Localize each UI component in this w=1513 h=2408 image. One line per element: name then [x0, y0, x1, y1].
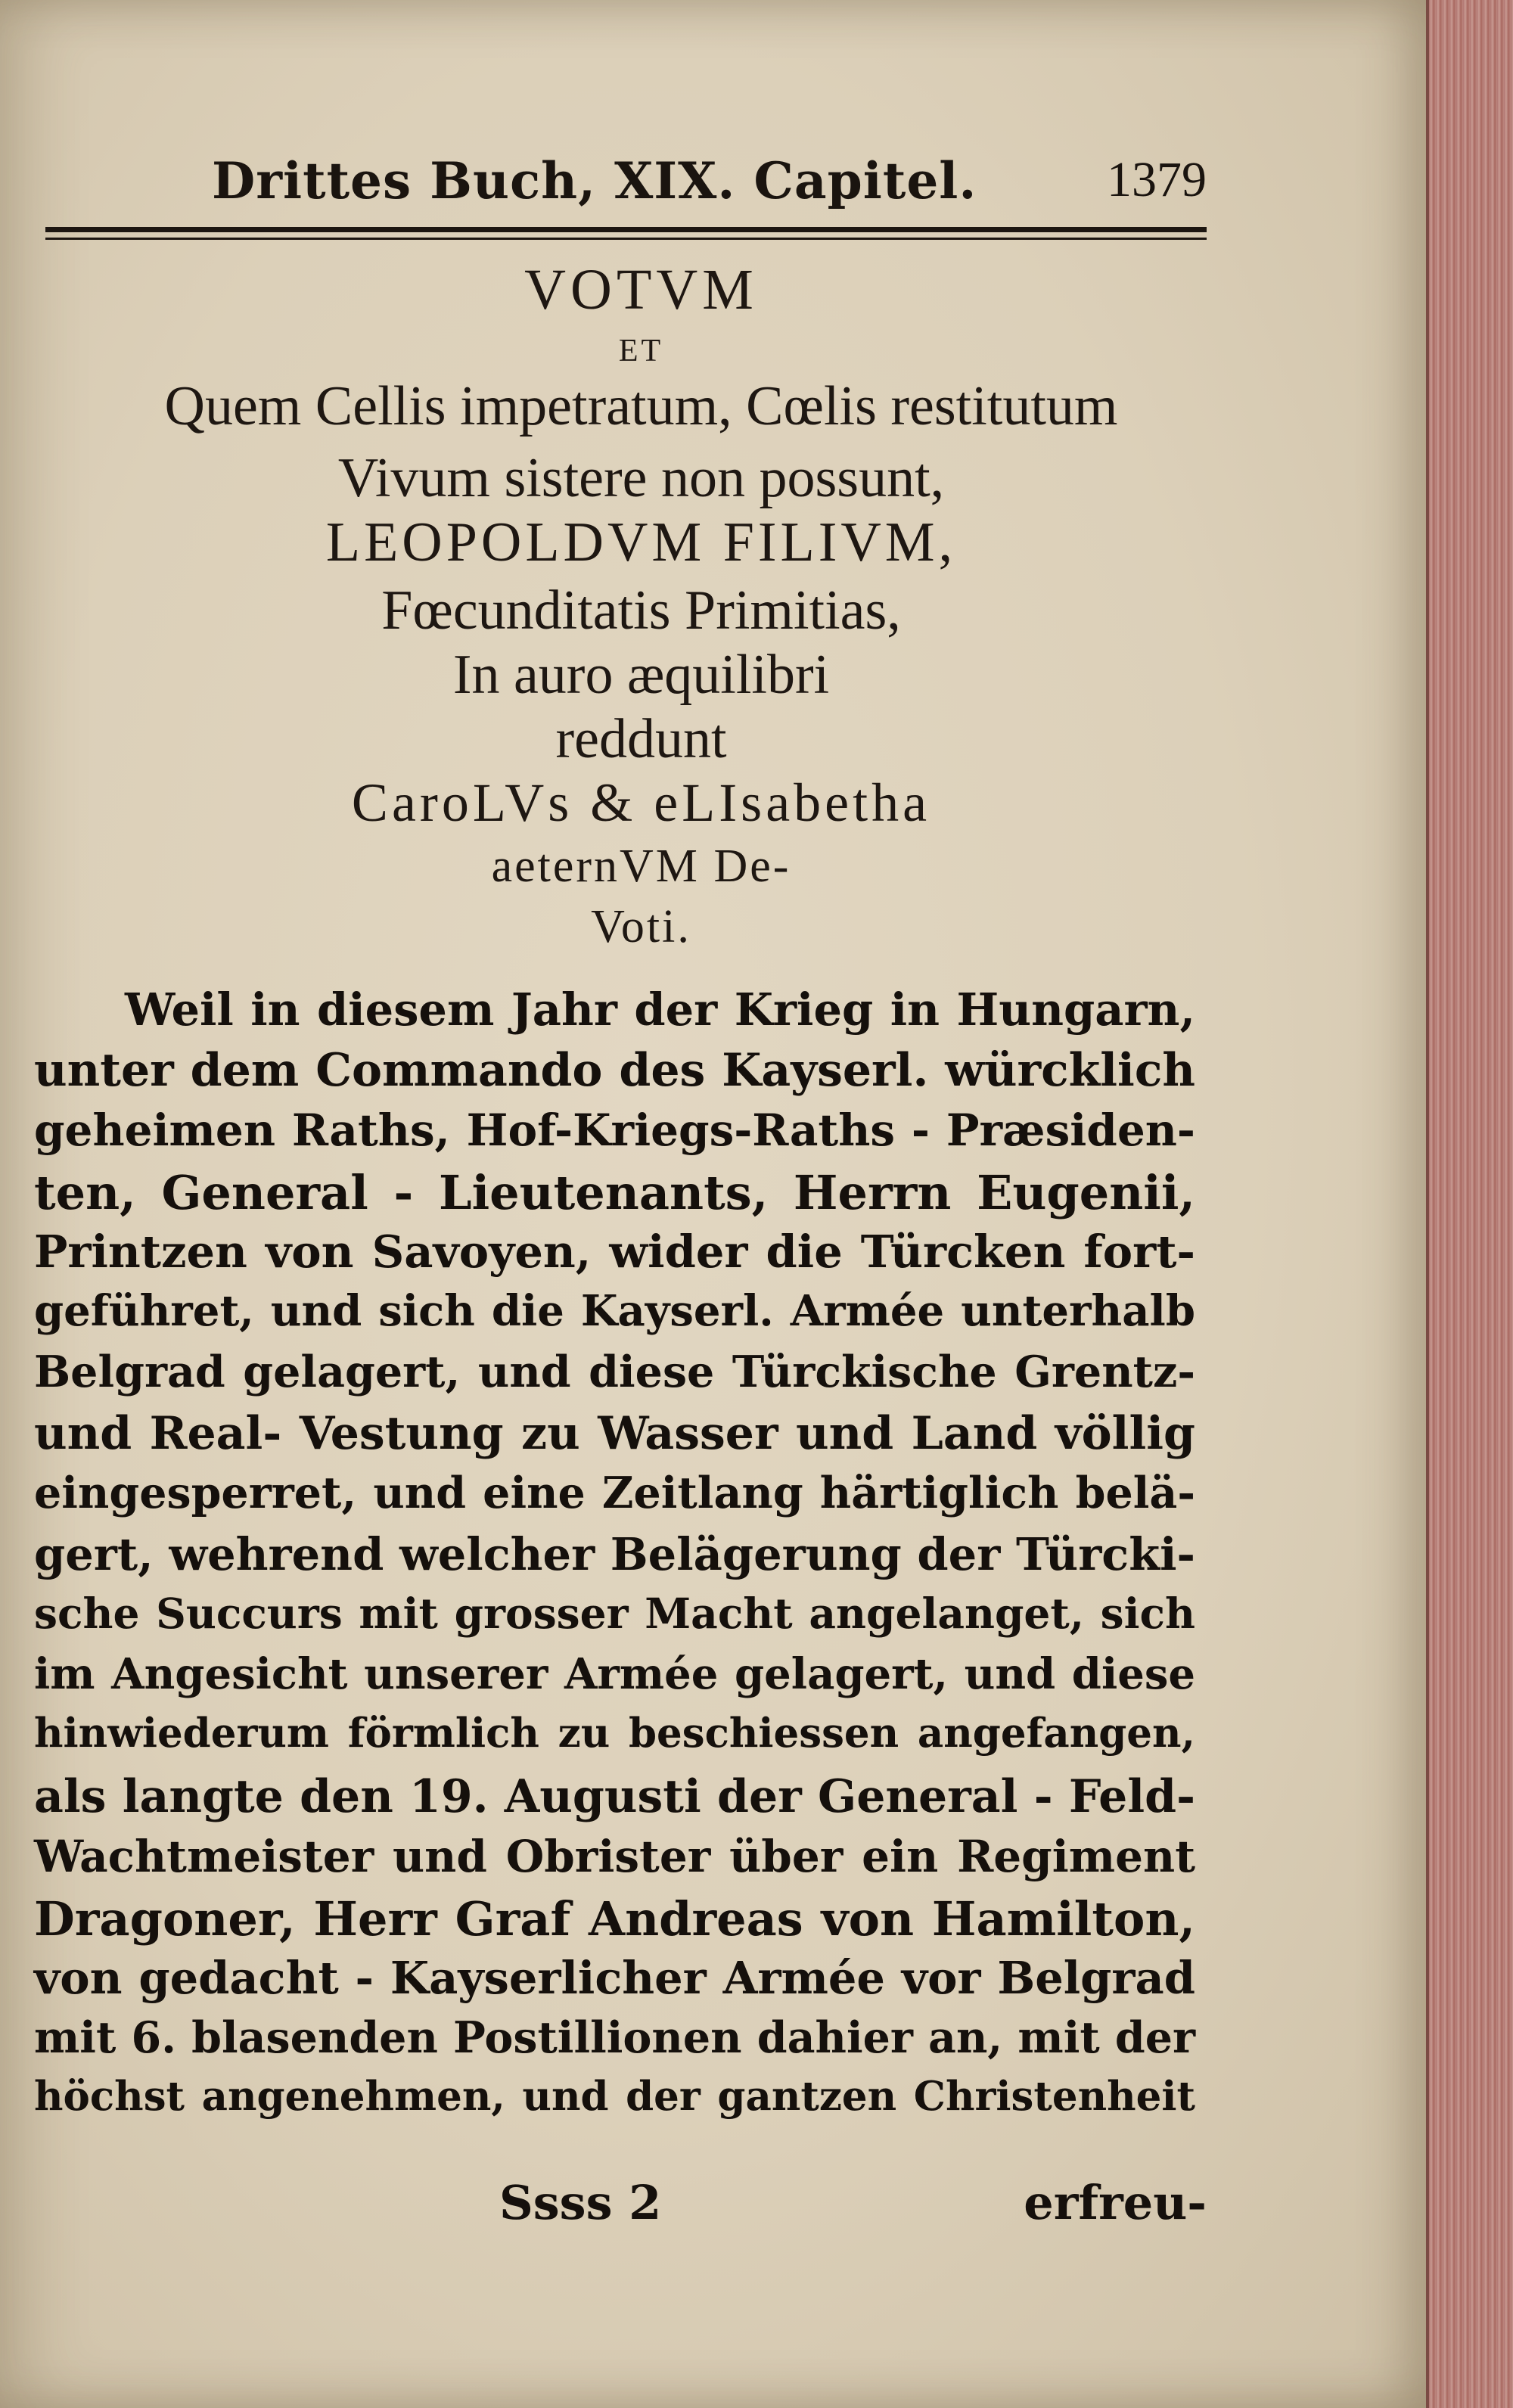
body-line: unter dem Commando des Kayserl. würcklich: [34, 1044, 1195, 1097]
body-line: geheimen Raths, Hof-Kriegs-Raths - Præsiden-: [34, 1105, 1195, 1156]
body-line: sche Succurs mit grosser Macht angelanget, sich: [34, 1589, 1195, 1638]
body-line: geführet, und sich die Kayserl. Armée unterhalb: [34, 1286, 1195, 1336]
body-line: Belgrad gelagert, und diese Türckische Grentz-: [34, 1347, 1195, 1397]
book-page-edges: [1426, 0, 1513, 2408]
body-line: als langte den 19. Augusti der General - Feld-: [34, 1770, 1195, 1823]
votum-line: In auro æquilibri: [452, 644, 830, 706]
votum-line: ET: [618, 334, 664, 368]
page-footer: [45, 2175, 1207, 2243]
body-line: und Real- Vestung zu Wasser und Land völlig: [34, 1407, 1195, 1460]
votum-line: aeternVM De-: [491, 840, 791, 892]
header-rule: [45, 227, 1207, 232]
body-line: Wachtmeister und Obrister über ein Regiment: [34, 1831, 1195, 1882]
body-line: Dragoner, Herr Graf Andreas von Hamilton,: [34, 1891, 1195, 1947]
votum-line: reddunt: [555, 708, 727, 770]
votum-line: Quem Cellis impetratum, Cœlis restitutum: [164, 375, 1118, 437]
running-title: Drittes Buch, XIX. Capitel.: [212, 151, 977, 210]
body-line: eingesperret, und eine Zeitlang härtiglich belä-: [34, 1468, 1195, 1518]
body-line: im Angesicht unserer Armée gelagert, und diese: [34, 1649, 1195, 1699]
votum-line: Voti.: [591, 901, 691, 952]
running-header: [45, 144, 1207, 227]
signature-mark: Ssss 2: [499, 2175, 662, 2230]
body-line: von gedacht - Kayserlicher Armée vor Belgrad: [34, 1952, 1195, 2004]
votum-line: CaroLVs & eLIsabetha: [351, 772, 931, 833]
header-rule-thin: [45, 238, 1207, 240]
body-line: ten, General - Lieutenants, Herrn Eugenii,: [34, 1165, 1195, 1220]
page-number: 1379: [1107, 152, 1207, 207]
body-line: höchst angenehmen, und der gantzen Christenheit: [34, 2073, 1195, 2120]
body-line: gert, wehrend welcher Belägerung der Türcki-: [34, 1528, 1195, 1580]
catchword: erfreu-: [1024, 2175, 1207, 2230]
body-line: hinwiederum förmlich zu beschiessen angefangen,: [34, 1710, 1195, 1757]
votum-line: Fœcunditatis Primitias,: [381, 579, 901, 642]
votum-line: Vivum sistere non possunt,: [337, 447, 945, 509]
votum-line: LEOPOLDVM FILIVM,: [325, 511, 957, 573]
body-line: Printzen von Savoyen, wider die Türcken fort-: [34, 1226, 1195, 1278]
body-line: Weil in diesem Jahr der Krieg in Hungarn,: [125, 983, 1195, 1036]
votum-line: VOTVM: [524, 258, 758, 322]
body-line: mit 6. blasenden Postillionen dahier an, mit der: [34, 2012, 1195, 2063]
